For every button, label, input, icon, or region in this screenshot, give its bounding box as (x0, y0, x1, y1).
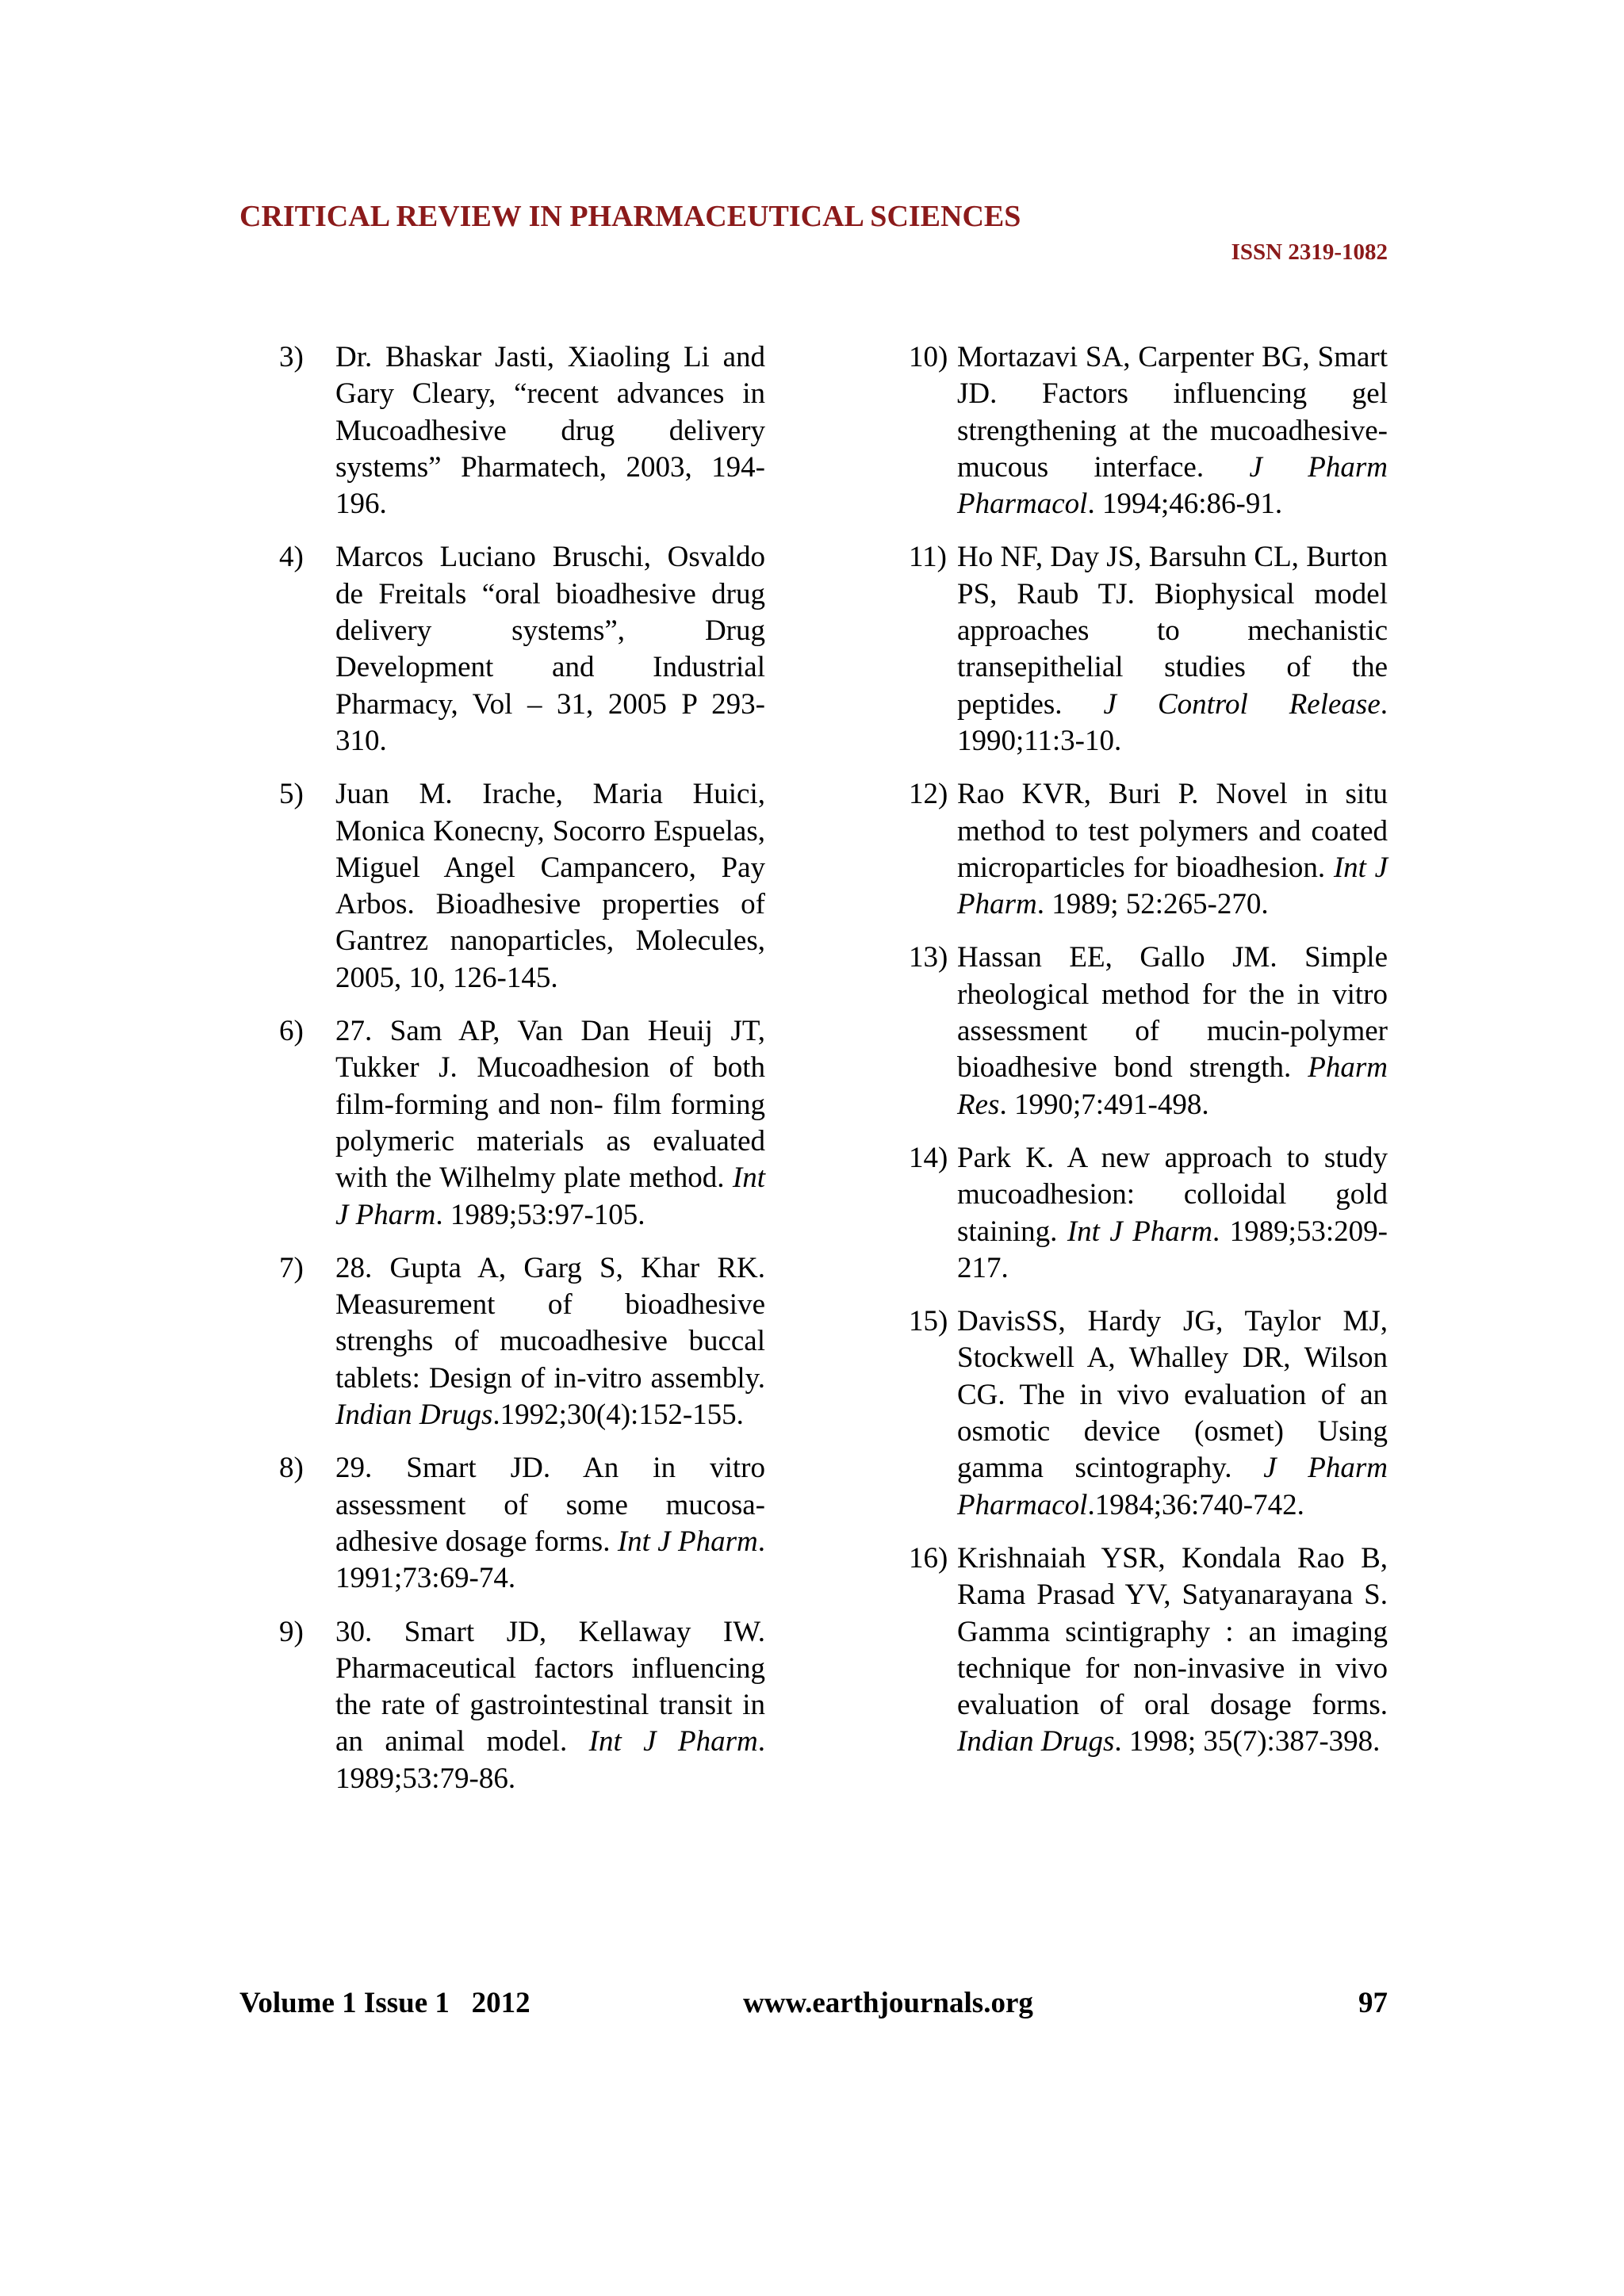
reference-segment: Dr. Bhaskar Jasti, Xiaoling Li and Gary Cleary, “recent advances in Mucoadhesive drug delivery systems” Pharmatech, 2003, 194-196. (335, 341, 765, 521)
journal-name: Int J Pharm (957, 851, 1388, 921)
issn-label: ISSN 2319-1082 (1231, 239, 1388, 265)
journal-title: CRITICAL REVIEW IN PHARMACEUTICAL SCIENCES (239, 200, 1021, 233)
reference-number: 14) (909, 1141, 948, 1174)
reference-number: 15) (909, 1305, 948, 1338)
reference-number: 13) (909, 941, 948, 974)
reference-segment: . 1990;7:491-498. (999, 1088, 1209, 1121)
journal-name: Int J Pharm (1067, 1215, 1212, 1248)
reference-number: 4) (279, 541, 304, 574)
reference-number: 6) (279, 1015, 304, 1048)
reference-segment: 27. Sam AP, Van Dan Heuij JT, Tukker J. Mucoadhesion of both film-forming and non- film forming polymeric materials as evaluated with the Wilhelmy plate method. (335, 1015, 765, 1195)
reference-segment: Juan M. Irache, Maria Huici, Monica Konecny, Socorro Espuelas, Miguel Angel Campancero, Pay Arbos. Bioadhesive properties of Gantrez nanoparticles, Molecules, 2005, 10, 126-145. (335, 778, 765, 994)
reference-segment: 28. Gupta A, Garg S, Khar RK. Measurement of bioadhesive strenghs of mucoadhesive buccal tablets: Design of in-vitro assembly. (335, 1251, 765, 1395)
reference-text (957, 341, 1388, 520)
reference-item (279, 1013, 765, 1234)
reference-item (909, 776, 1388, 923)
reference-segment: Marcos Luciano Bruschi, Osvaldo de Freitals “oral bioadhesive drug delivery systems”, Drug Development and Industrial Pharmacy, Vol – 31, 2005 P 293-310. (335, 541, 765, 757)
reference-segment: Mortazavi SA, Carpenter BG, Smart JD. Factors influencing gel strengthening at the mucoadhesive-mucous interface. (957, 341, 1388, 484)
reference-number: 5) (279, 778, 304, 811)
reference-item (279, 539, 765, 760)
reference-item (909, 1540, 1388, 1761)
references-left-column (279, 339, 765, 1814)
journal-name: J Control Release (1103, 687, 1381, 721)
reference-number: 7) (279, 1251, 304, 1284)
reference-segment: . 1994;46:86-91. (1087, 488, 1283, 521)
journal-name: Int J Pharm (335, 1161, 765, 1231)
journal-name: J Pharm Pharmacol (957, 450, 1388, 521)
reference-segment: .1984;36:740-742. (1087, 1488, 1304, 1521)
reference-text (957, 1305, 1388, 1521)
reference-text (957, 1142, 1388, 1284)
reference-text (957, 541, 1388, 756)
reference-segment: . 1989; 52:265-270. (1036, 888, 1269, 921)
reference-segment: Park K. A new approach to study mucoadhesion: colloidal gold staining. (957, 1141, 1388, 1248)
reference-number: 11) (909, 541, 947, 574)
footer-page-number: 97 (1358, 1987, 1388, 2019)
reference-text (957, 1542, 1388, 1758)
reference-segment: .1992;30(4):152-155. (492, 1399, 744, 1432)
reference-text (335, 1252, 765, 1431)
reference-item (279, 776, 765, 997)
reference-segment: Krishnaiah YSR, Kondala Rao B, Rama Prasad YV, Satyanarayana S. Gamma scintigraphy : an imaging technique for non-invasive in vivo evaluation of oral dosage forms. (957, 1541, 1388, 1722)
reference-number: 9) (279, 1615, 304, 1648)
reference-text (957, 941, 1388, 1120)
reference-item (909, 1303, 1388, 1524)
references-right-column (909, 339, 1388, 1777)
footer-volume: Volume 1 Issue 1 2012 (239, 1987, 530, 2019)
reference-segment: . 1989;53:79-86. (335, 1725, 765, 1795)
reference-item (909, 939, 1388, 1123)
reference-number: 8) (279, 1452, 304, 1485)
reference-segment: . 1998; 35(7):387-398. (1114, 1725, 1381, 1758)
reference-item (279, 1614, 765, 1797)
reference-number: 16) (909, 1541, 948, 1575)
reference-text (335, 1452, 765, 1594)
reference-number: 3) (279, 341, 304, 373)
reference-number: 10) (909, 341, 948, 373)
journal-name: Int J Pharm (588, 1725, 758, 1758)
reference-segment: . 1990;11:3-10. (957, 687, 1388, 757)
reference-text (335, 1616, 765, 1795)
journal-name: Int J Pharm (617, 1525, 758, 1558)
reference-number: 12) (909, 778, 948, 811)
reference-item (279, 339, 765, 522)
reference-segment: . 1989;53:97-105. (435, 1198, 645, 1231)
journal-name: Pharm Res (957, 1051, 1388, 1121)
reference-text (335, 541, 765, 756)
reference-text (335, 341, 765, 520)
reference-item (909, 339, 1388, 522)
reference-segment: 30. Smart JD, Kellaway IW. Pharmaceutical factors influencing the rate of gastrointestinal transit in an animal model. (335, 1615, 765, 1758)
reference-text (335, 778, 765, 993)
reference-segment: DavisSS, Hardy JG, Taylor MJ, Stockwell A, Whalley DR, Wilson CG. The in vivo evaluation of an osmotic device (osmet) Using gamma scintography. (957, 1305, 1388, 1485)
reference-item (909, 1140, 1388, 1287)
footer-website-link[interactable]: www.earthjournals.org (743, 1987, 1033, 2019)
reference-segment: 29. Smart JD. An in vitro assessment of some mucosa-adhesive dosage forms. (335, 1452, 765, 1558)
reference-segment: Ho NF, Day JS, Barsuhn CL, Burton PS, Raub TJ. Biophysical model approaches to mechanistic transepithelial studies of the peptides. (957, 541, 1388, 721)
journal-name: Indian Drugs (335, 1399, 493, 1432)
reference-text (335, 1015, 765, 1230)
reference-segment: . 1989;53:209-217. (957, 1215, 1388, 1284)
reference-segment: Hassan EE, Gallo JM. Simple rheological method for the in vitro assessment of mucin-polymer bioadhesive bond strength. (957, 941, 1388, 1085)
reference-segment: Rao KVR, Buri P. Novel in situ method to test polymers and coated microparticles for bioadhesion. (957, 778, 1388, 884)
reference-item (909, 539, 1388, 760)
journal-name: Indian Drugs (957, 1725, 1115, 1758)
reference-text (957, 778, 1388, 920)
reference-segment: . 1991;73:69-74. (335, 1525, 765, 1595)
journal-name: J Pharm Pharmacol (957, 1452, 1388, 1521)
reference-item (279, 1250, 765, 1433)
reference-item (279, 1450, 765, 1597)
